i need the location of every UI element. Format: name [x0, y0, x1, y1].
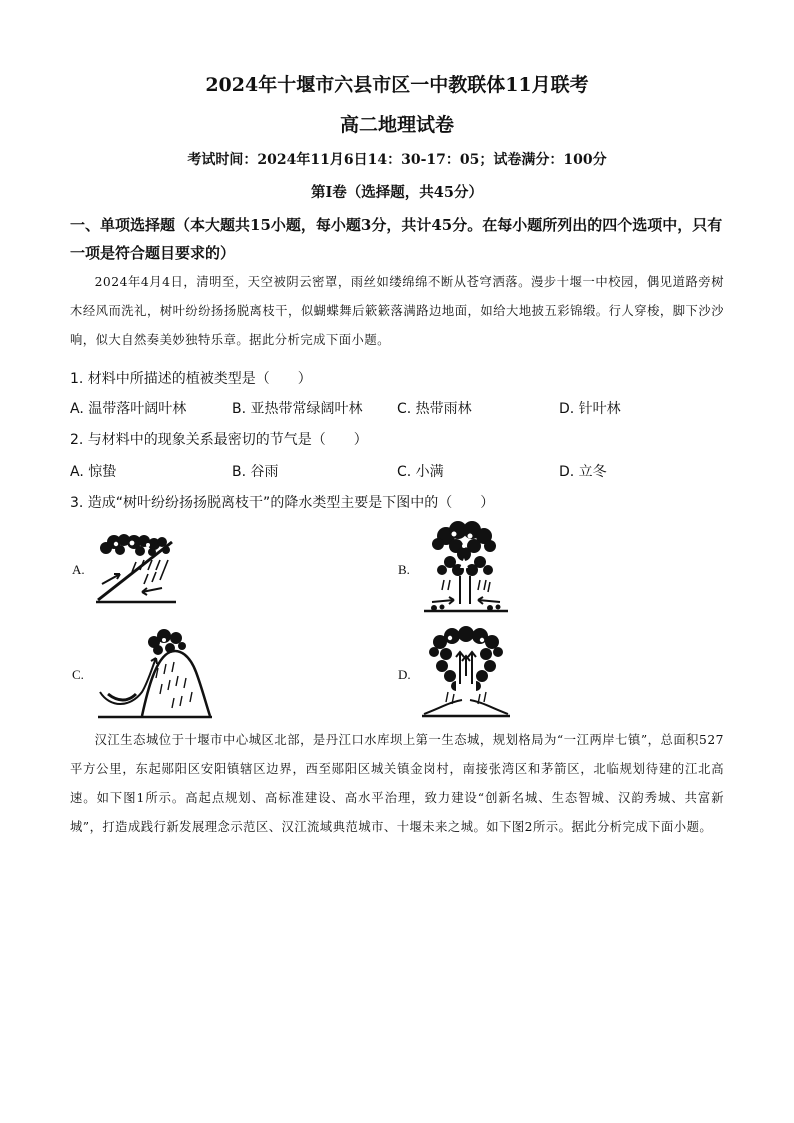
figure-label-a[interactable]: A. — [72, 562, 85, 577]
option-c[interactable]: C. 热带雨林 — [397, 401, 472, 417]
option-a[interactable]: A. 温带落叶阔叶林 — [70, 401, 187, 417]
exam-title: 2024年十堰市六县市区一中教联体11月联考 — [205, 74, 589, 96]
section-heading: 一、单项选择题（本大题共15小题，每小题3分，共计45分。在每小题所列出的四个选项中，只有一项是符合题目要求的） — [70, 216, 723, 262]
question-3-stem: 3. 造成“树叶纷纷扬扬脱离枝干”的降水类型主要是下图中的（ ） — [70, 495, 495, 511]
question-2-stem: 2. 与材料中的现象关系最密切的节气是（ ） — [70, 432, 368, 448]
option-a[interactable]: A. 惊蛰 — [70, 464, 117, 480]
question-1-stem: 1. 材料中所描述的植被类型是（ ） — [70, 371, 312, 387]
passage-2: 汉江生态城位于十堰市中心城区北部，是丹江口水库坝上第一生态城，规划格局为“一江两岸七镇”，总面积527平方公里，东起郧阳区安阳镇辖区边界，西至郧阳区城关镇金岗村，南接张湾区和茅箭区，北临规划待建的江北高速。如下图1所示。高起点规划、高标准建设、高水平治理，致力建设“创新名城、生态智城、汉韵秀城、共富新城”，打造成践行新发展理念示范区、汉江流域典范城市、十堰未来之城。如下图2所示。据此分析完成下面小题。 — [70, 733, 724, 834]
orographic-rain-icon — [96, 628, 214, 720]
option-d[interactable]: D. 针叶林 — [559, 401, 621, 417]
question-1-options — [70, 399, 730, 419]
typhoon-rain-icon — [420, 624, 512, 720]
option-b[interactable]: B. 亚热带常绿阔叶林 — [232, 401, 363, 417]
option-d[interactable]: D. 立冬 — [559, 464, 607, 480]
option-b[interactable]: B. 谷雨 — [232, 464, 279, 480]
figure-label-b[interactable]: B. — [398, 562, 410, 577]
paper-subtitle: 高二地理试卷 — [339, 114, 454, 136]
option-c[interactable]: C. 小满 — [397, 464, 444, 480]
figure-label-d[interactable]: D. — [398, 667, 411, 682]
exam-info: 考试时间：2024年11月6日14：30-17：05；试卷满分：100分 — [187, 152, 607, 168]
convective-rain-icon — [420, 520, 512, 614]
passage-1: 2024年4月4日，清明至，天空被阴云密罩，雨丝如缕绵绵不断从苍穹洒落。漫步十堰一中校园，偶见道路旁树木经风而洗礼，树叶纷纷扬扬脱离枝干，似蝴蝶舞后簌簌落满路边地面，如给大地披五彩锦缎。行人穿梭，脚下沙沙响，似大自然奏美妙独特乐章。据此分析完成下面小题。 — [70, 275, 724, 347]
question-2-options — [70, 462, 730, 482]
part-heading: 第Ⅰ卷（选择题，共45分） — [311, 184, 483, 201]
figure-label-c[interactable]: C. — [72, 667, 84, 682]
frontal-rain-icon — [92, 532, 178, 606]
